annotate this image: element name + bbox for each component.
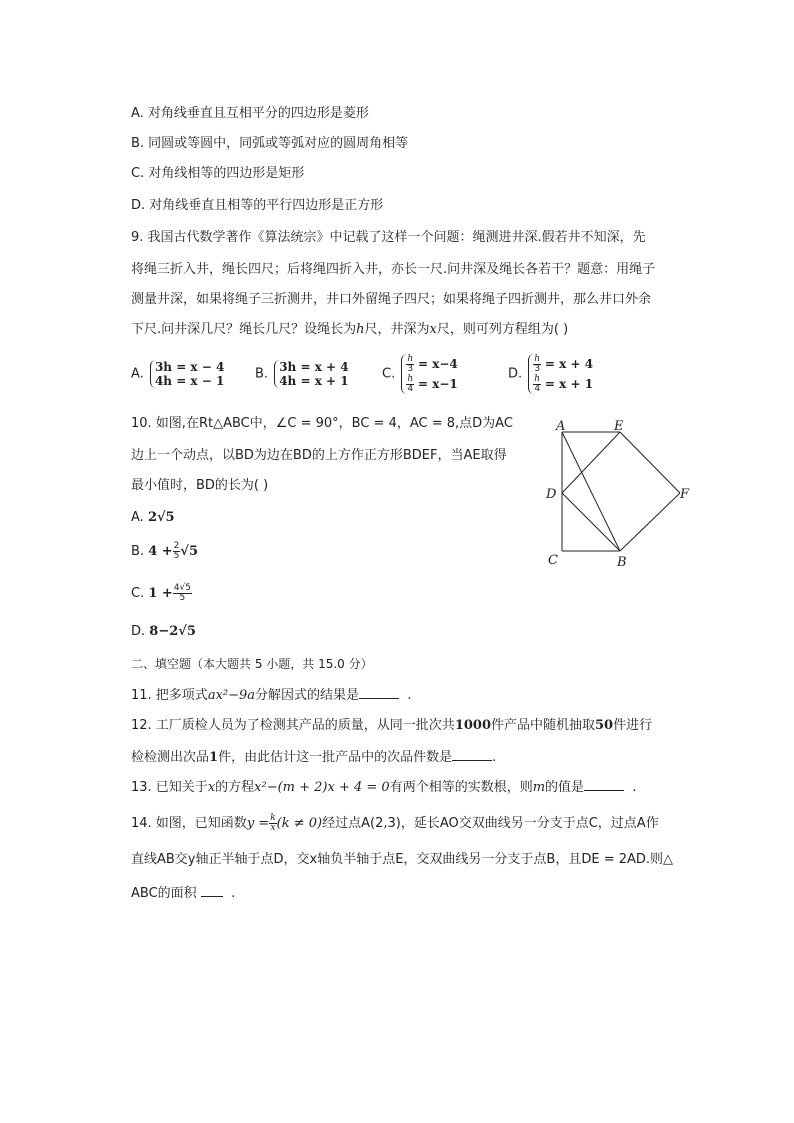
segment-fb: [620, 493, 680, 551]
q12-line-2: 检检测出次品1件，由此估计这一批产品中的次品件数是 .: [131, 750, 497, 765]
q12-line-1: 12. 工厂质检人员为了检测其产品的质量，从同一批次共1000件产品中随机抽取50件进行: [131, 718, 653, 733]
segment-db: [562, 493, 620, 551]
q9-line-2: 将绳三折入井，绳长四尺；后将绳四折入井，亦长一尺.问井深及绳长各若干？题意：用绳子: [131, 262, 656, 277]
q9-option-c: C. $\frac{h}{3}$ = x−4 $\frac{h}{4}$ = x−1: [382, 354, 458, 394]
segment-ab: [562, 432, 620, 551]
q8-option-b: B. 同圆或等圆中，同弧或等弧对应的圆周角相等: [131, 136, 409, 151]
q10-line-1: 10. 如图,在Rt△ABC中，∠C = 90°，BC = 4，AC = 8,点D为AC: [131, 416, 513, 431]
q9-line-3: 测量井深，如果将绳子三折测井，井口外留绳子四尺；如果将绳子四折测井，那么井口外余: [131, 292, 652, 307]
label-f: F: [680, 487, 690, 502]
q9-line-4: 下尺.问井深几尺？绳长几尺？设绳长为h尺，井深为x尺，则可列方程组为( ): [131, 322, 569, 337]
q9-option-b: B. 3h = x + 4 4h = x + 1: [255, 360, 349, 388]
q10-option-c: C. 1 + $\frac{4√5}{5}$: [131, 583, 192, 603]
q12-answer-blank[interactable]: [452, 748, 492, 761]
q14-line-3: ABC的面积 .: [131, 886, 236, 901]
q9-option-a: A. 3h = x − 4 4h = x − 1: [131, 360, 225, 388]
q13-answer-blank[interactable]: [584, 778, 624, 791]
q10-figure: [540, 414, 700, 574]
q10-option-a: A. 2√5: [131, 510, 175, 525]
q10-line-3: 最小值时，BD的长为( ): [131, 478, 269, 493]
q11-answer-blank[interactable]: [359, 686, 399, 699]
q10-option-d: D. 8−2√5: [131, 624, 196, 639]
q13: 13. 已知关于x的方程x²−(m + 2)x + 4 = 0有两个相等的实数根，则m的值是 .: [131, 780, 637, 795]
q14-line-2: 直线AB交y轴正半轴于点D，交x轴负半轴于点E，交双曲线另一分支于点B，且DE = 2AD.则△: [131, 852, 674, 867]
q8-option-c: C. 对角线相等的四边形是矩形: [131, 166, 305, 181]
label-e: E: [614, 419, 624, 434]
segment-ef: [620, 432, 680, 493]
section-2-heading: 二、填空题（本大题共 5 小题，共 15.0 分）: [131, 657, 373, 671]
label-c: C: [548, 553, 558, 568]
q9-option-d: D. $\frac{h}{3}$ = x + 4 $\frac{h}{4}$ = x + 1: [508, 354, 594, 394]
q8-option-a: A. 对角线垂直且互相平分的四边形是菱形: [131, 106, 369, 121]
q14-answer-blank[interactable]: [201, 884, 223, 897]
q10-option-b: B. 4 + $\frac{2}{5}$ √5: [131, 541, 198, 561]
q9-line-1: 9. 我国古代数学著作《算法统宗》中记载了这样一个问题：绳测进井深.假若井不知深，先: [131, 230, 646, 245]
q8-option-d: D. 对角线垂直且相等的平行四边形是正方形: [131, 198, 384, 213]
q10-line-2: 边上一个动点，以BD为边在BD的上方作正方形BDEF，当AE取得: [131, 448, 507, 463]
q14-line-1: 14. 如图，已知函数y = $\frac{k}{x}$ (k ≠ 0)经过点A(2,3)，延长AO交双曲线另一分支于点C，过点A作: [131, 813, 659, 833]
label-d: D: [546, 487, 557, 502]
segment-de: [562, 432, 620, 493]
label-b: B: [617, 555, 627, 570]
label-a: A: [556, 419, 566, 434]
q11: 11. 把多项式ax²−9a分解因式的结果是 .: [131, 688, 412, 703]
